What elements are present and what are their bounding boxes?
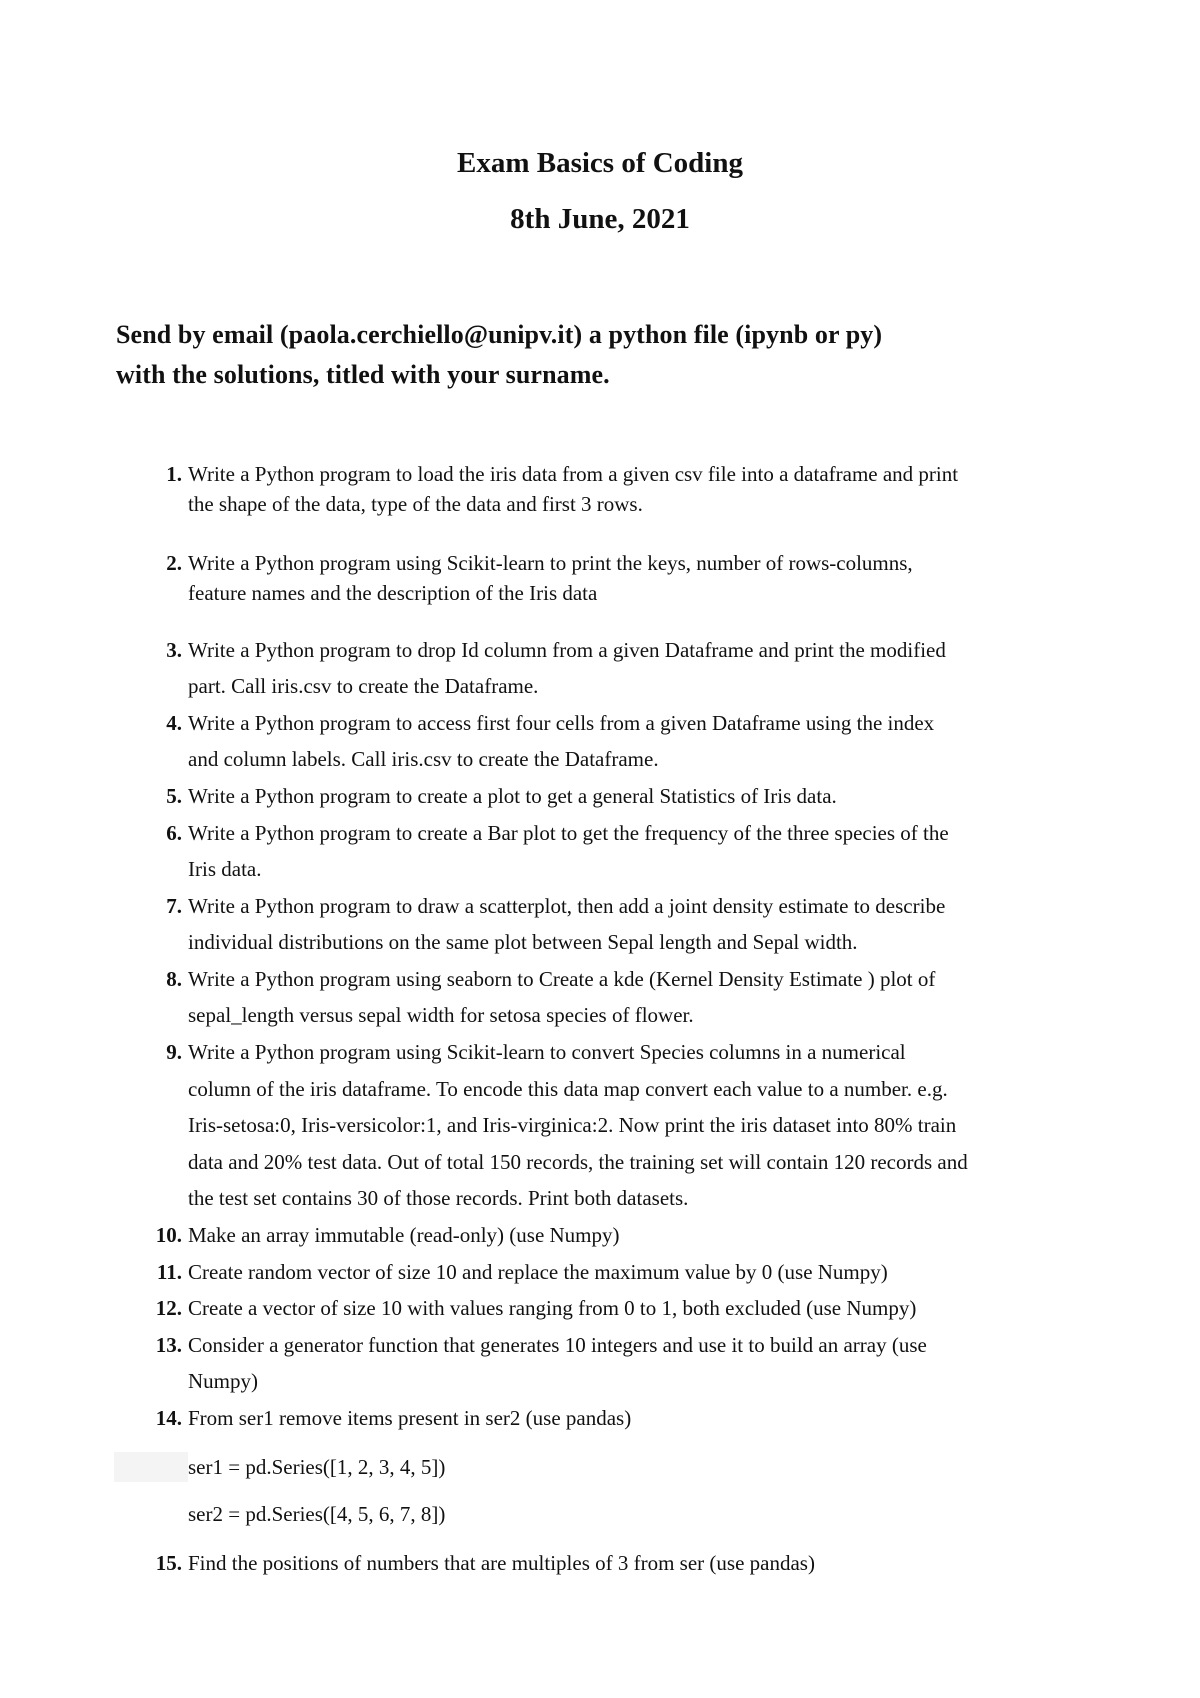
question-line: data and 20% test data. Out of total 150 records, the training set will contain 120 records and — [188, 1149, 968, 1174]
code-ser2: ser2 = pd.Series([4, 5, 6, 7, 8]) — [188, 1502, 446, 1526]
question-number: 9. — [166, 1040, 182, 1064]
question-item — [140, 1327, 1100, 1399]
question-line: the test set contains 30 of those records. Print both datasets. — [188, 1186, 689, 1210]
question-line: Find the positions of numbers that are multiples of 3 from ser (use pandas) — [188, 1551, 815, 1575]
question-line: individual distributions on the same plot between Sepal length and Sepal width. — [188, 930, 858, 954]
question-item — [140, 1034, 1100, 1217]
question-number: 8. — [166, 967, 182, 991]
question-item — [140, 778, 1100, 814]
question-text — [188, 548, 1100, 608]
question-line: Write a Python program to create a Bar plot to get the frequency of the three species of the — [188, 821, 949, 845]
question-line: Iris data. — [188, 857, 262, 881]
question-text — [188, 1217, 1100, 1253]
question-item — [140, 1290, 1100, 1326]
question-text — [188, 459, 1100, 519]
question-line: Create a vector of size 10 with values ranging from 0 to 1, both excluded (use Numpy) — [188, 1296, 917, 1320]
question-item — [140, 548, 1100, 608]
code-highlight — [114, 1452, 188, 1482]
question-number: 2. — [166, 551, 182, 575]
question-item — [140, 1545, 1100, 1581]
question-text — [188, 1400, 1100, 1436]
question-line: Make an array immutable (read-only) (use Numpy) — [188, 1223, 620, 1247]
question-line: Write a Python program using seaborn to Create a kde (Kernel Density Estimate ) plot of — [188, 967, 936, 991]
question-line: Write a Python program to access first four cells from a given Dataframe using the index — [188, 711, 935, 735]
question-line: Write a Python program to drop Id column from a given Dataframe and print the modified — [188, 638, 946, 662]
question-line: Consider a generator function that generates 10 integers and use it to build an array (use — [188, 1333, 927, 1357]
question-text — [188, 961, 1100, 1033]
question-line: Write a Python program using Scikit-learn to print the keys, number of rows-columns, — [188, 551, 913, 575]
question-item — [140, 888, 1100, 960]
question-line: feature names and the description of the Iris data — [188, 581, 598, 605]
question-text — [188, 632, 1100, 704]
question-line: and column labels. Call iris.csv to create the Dataframe. — [188, 747, 659, 771]
question-number: 3. — [166, 638, 182, 662]
question-line: column of the iris dataframe. To encode this data map convert each value to a number. e.g. — [188, 1076, 948, 1101]
question-line: Create random vector of size 10 and replace the maximum value by 0 (use Numpy) — [188, 1260, 888, 1284]
question-item — [140, 1217, 1100, 1253]
question-number: 15. — [155, 1551, 182, 1575]
question-number: 14. — [155, 1406, 182, 1430]
question-line: Write a Python program to load the iris data from a given csv file into a dataframe and print — [188, 462, 959, 486]
question-line: part. Call iris.csv to create the Dataframe. — [188, 674, 539, 698]
page-title: Exam Basics of Coding — [456, 147, 743, 179]
question-line: Numpy) — [188, 1369, 258, 1393]
question-text — [188, 705, 1100, 777]
question-item — [140, 1400, 1100, 1436]
question-text — [188, 888, 1100, 960]
question-line: sepal_length versus sepal width for setosa species of flower. — [188, 1003, 694, 1027]
question-number: 5. — [166, 784, 182, 808]
question-line: the shape of the data, type of the data and first 3 rows. — [188, 492, 643, 516]
code-ser1: ser1 = pd.Series([1, 2, 3, 4, 5]) — [188, 1455, 446, 1479]
question-number: 13. — [155, 1333, 182, 1357]
question-item — [140, 1254, 1100, 1290]
question-line: Write a Python program using Scikit-learn to convert Species columns in a numerical — [188, 1040, 906, 1064]
question-text — [188, 1290, 1100, 1326]
question-line: Write a Python program to create a plot to get a general Statistics of Iris data. — [188, 784, 837, 808]
question-text — [188, 1545, 1100, 1581]
question-item — [140, 705, 1100, 777]
question-number: 6. — [166, 821, 182, 845]
instructions-line-1: Send by email (paola.cerchiello@unipv.it) a python file (ipynb or py) — [116, 320, 883, 349]
question-number: 11. — [156, 1260, 182, 1284]
exam-date: 8th June, 2021 — [510, 203, 690, 235]
question-number: 12. — [155, 1296, 182, 1320]
question-text — [188, 815, 1100, 887]
question-item — [140, 459, 1100, 519]
question-text — [188, 1034, 1100, 1217]
question-line: Write a Python program to draw a scatterplot, then add a joint density estimate to describe — [188, 894, 946, 918]
question-text — [188, 1254, 1100, 1290]
question-line: Iris-setosa:0, Iris-versicolor:1, and Iris-virginica:2. Now print the iris dataset into 80% train — [188, 1113, 957, 1137]
question-line: From ser1 remove items present in ser2 (use pandas) — [188, 1406, 632, 1430]
instructions-line-2: with the solutions, titled with your surname. — [116, 360, 610, 389]
question-text — [188, 778, 1100, 814]
question-item — [140, 815, 1100, 887]
question-number: 1. — [166, 462, 182, 486]
question-number: 7. — [166, 894, 182, 918]
question-item — [140, 632, 1100, 704]
question-number: 10. — [155, 1223, 182, 1247]
question-number: 4. — [166, 711, 182, 735]
question-item — [140, 961, 1100, 1033]
question-text — [188, 1327, 1100, 1399]
